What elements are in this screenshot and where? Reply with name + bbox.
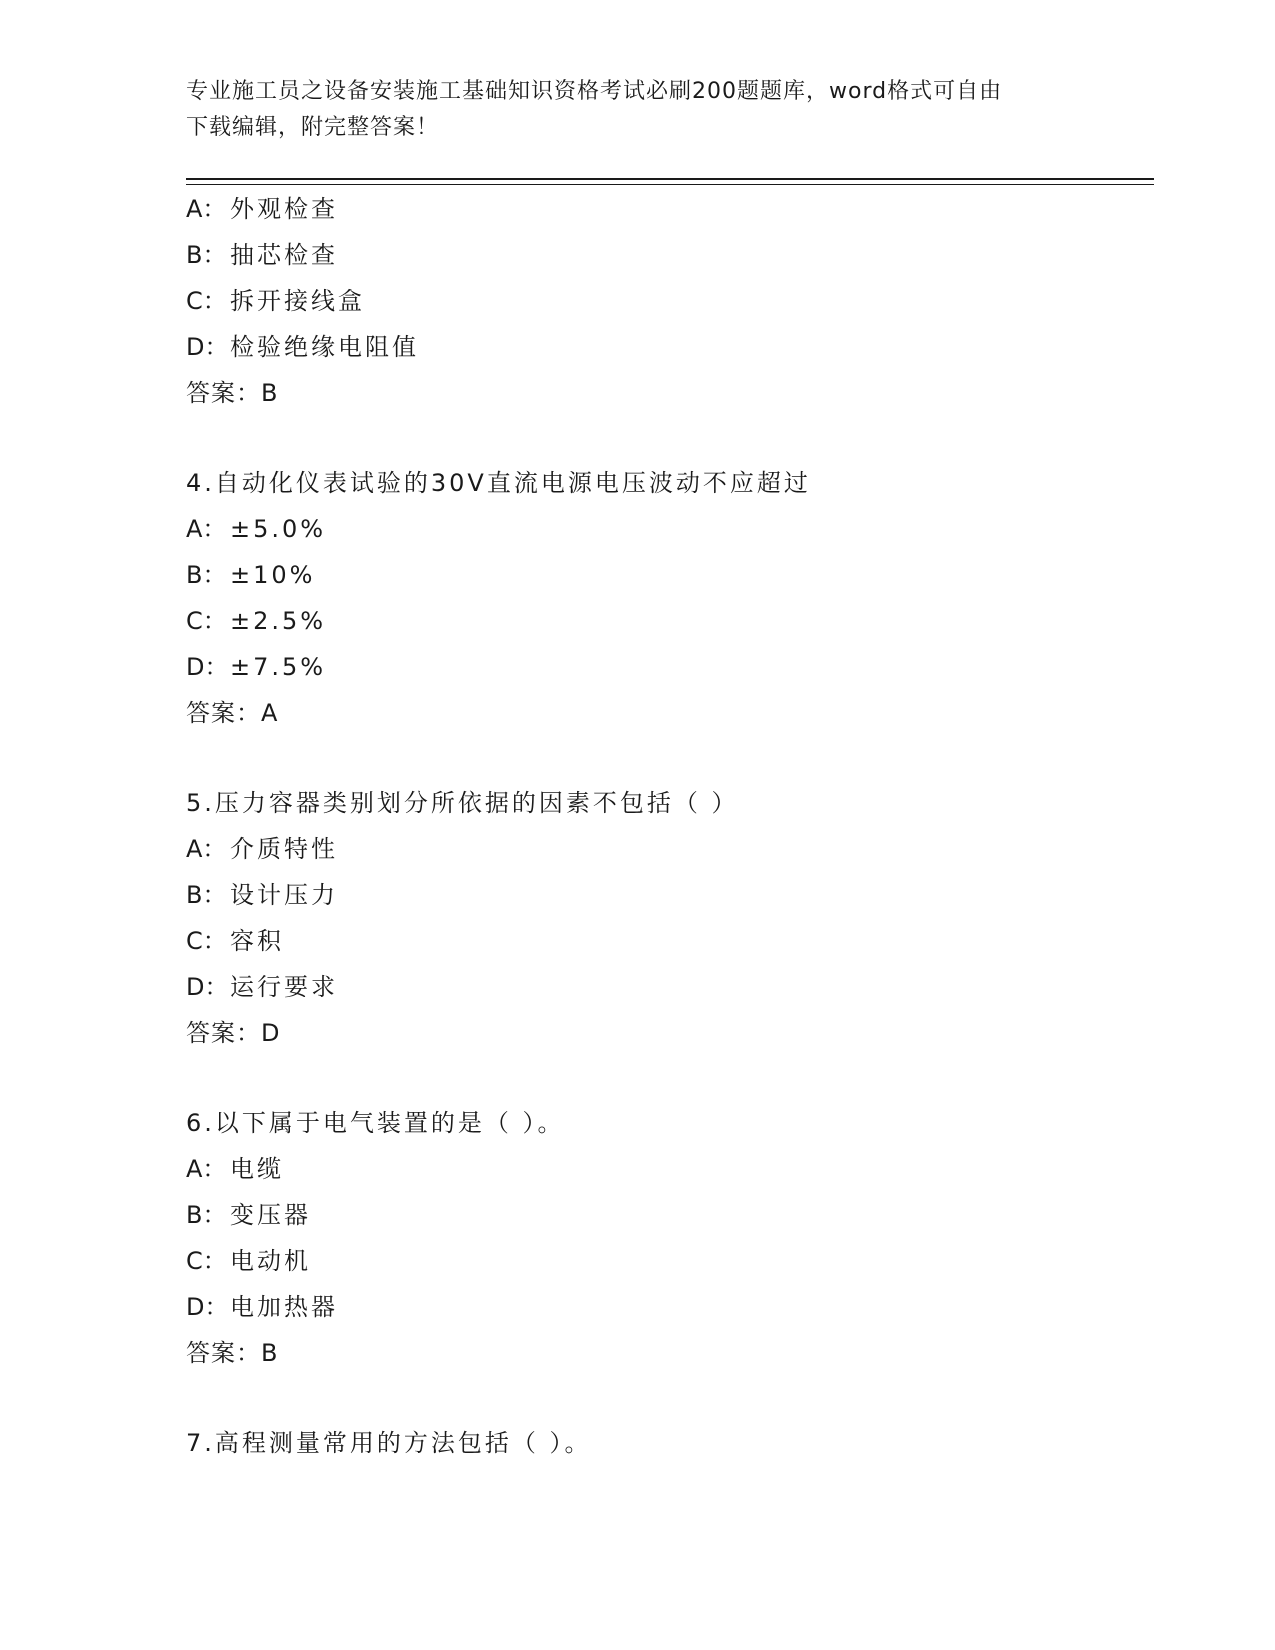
option-d [186, 1284, 1146, 1330]
option-text: 外观检查 [230, 195, 338, 223]
option-b [186, 1192, 1146, 1238]
option-text: 介质特性 [230, 835, 338, 863]
question-text: 4.自动化仪表试验的30V直流电源电压波动不应超过 [186, 469, 811, 497]
question-list [186, 186, 1146, 1466]
question-block-4 [186, 460, 1146, 736]
answer-line: 答案：A [186, 699, 279, 727]
question-text: 7.高程测量常用的方法包括（ ）。 [186, 1429, 592, 1457]
answer-line: 答案：D [186, 1019, 281, 1047]
header-line-2: 下载编辑，附完整答案！ [186, 115, 440, 140]
option-c [186, 918, 1146, 964]
question-block-3 [186, 186, 1146, 416]
question-block-6 [186, 1100, 1146, 1376]
option-c [186, 598, 1146, 644]
option-text: ±10% [230, 561, 316, 589]
option-text: 抽芯检查 [230, 241, 338, 269]
option-text: 电缆 [230, 1155, 284, 1183]
option-c [186, 1238, 1146, 1284]
option-d [186, 964, 1146, 1010]
option-letter: A： [186, 195, 227, 223]
option-a [186, 1146, 1146, 1192]
option-text: 变压器 [230, 1201, 311, 1229]
header-divider-thick [186, 178, 1154, 180]
option-text: 电加热器 [230, 1293, 338, 1321]
option-letter: C： [186, 607, 227, 635]
option-letter: A： [186, 515, 227, 543]
option-letter: D： [186, 973, 229, 1001]
question-text: 6.以下属于电气装置的是（ ）。 [186, 1109, 565, 1137]
option-letter: B： [186, 561, 227, 589]
option-letter: B： [186, 881, 227, 909]
option-d [186, 324, 1146, 370]
option-b [186, 232, 1146, 278]
option-text: ±2.5% [230, 607, 327, 635]
option-letter: C： [186, 1247, 227, 1275]
option-letter: C： [186, 287, 227, 315]
header-line-1: 专业施工员之设备安装施工基础知识资格考试必刷200题题库，word格式可自由 [186, 79, 1003, 104]
option-letter: D： [186, 1293, 229, 1321]
block-spacer [186, 1376, 1146, 1420]
option-b [186, 552, 1146, 598]
option-c [186, 278, 1146, 324]
option-a [186, 506, 1146, 552]
option-letter: B： [186, 241, 227, 269]
question-block-7 [186, 1420, 1146, 1466]
option-text: 容积 [230, 927, 284, 955]
option-letter: D： [186, 653, 229, 681]
option-b [186, 872, 1146, 918]
option-text: 电动机 [230, 1247, 311, 1275]
option-a [186, 826, 1146, 872]
option-text: 设计压力 [230, 881, 338, 909]
question-block-5 [186, 780, 1146, 1056]
block-spacer [186, 736, 1146, 780]
block-spacer [186, 416, 1146, 460]
block-spacer [186, 1056, 1146, 1100]
option-text: 运行要求 [230, 973, 338, 1001]
option-text: ±7.5% [230, 653, 327, 681]
option-letter: C： [186, 927, 227, 955]
question-text: 5.压力容器类别划分所依据的因素不包括（ ） [186, 789, 739, 817]
option-letter: A： [186, 1155, 227, 1183]
header-divider-thin [186, 184, 1154, 185]
option-letter: D： [186, 333, 229, 361]
option-text: 拆开接线盒 [230, 287, 365, 315]
option-a [186, 186, 1146, 232]
document-header [186, 74, 1066, 146]
answer-line: 答案：B [186, 1339, 279, 1367]
option-letter: B： [186, 1201, 227, 1229]
answer-line: 答案：B [186, 379, 279, 407]
option-letter: A： [186, 835, 227, 863]
option-text: 检验绝缘电阻值 [230, 333, 419, 361]
option-d [186, 644, 1146, 690]
option-text: ±5.0% [230, 515, 327, 543]
